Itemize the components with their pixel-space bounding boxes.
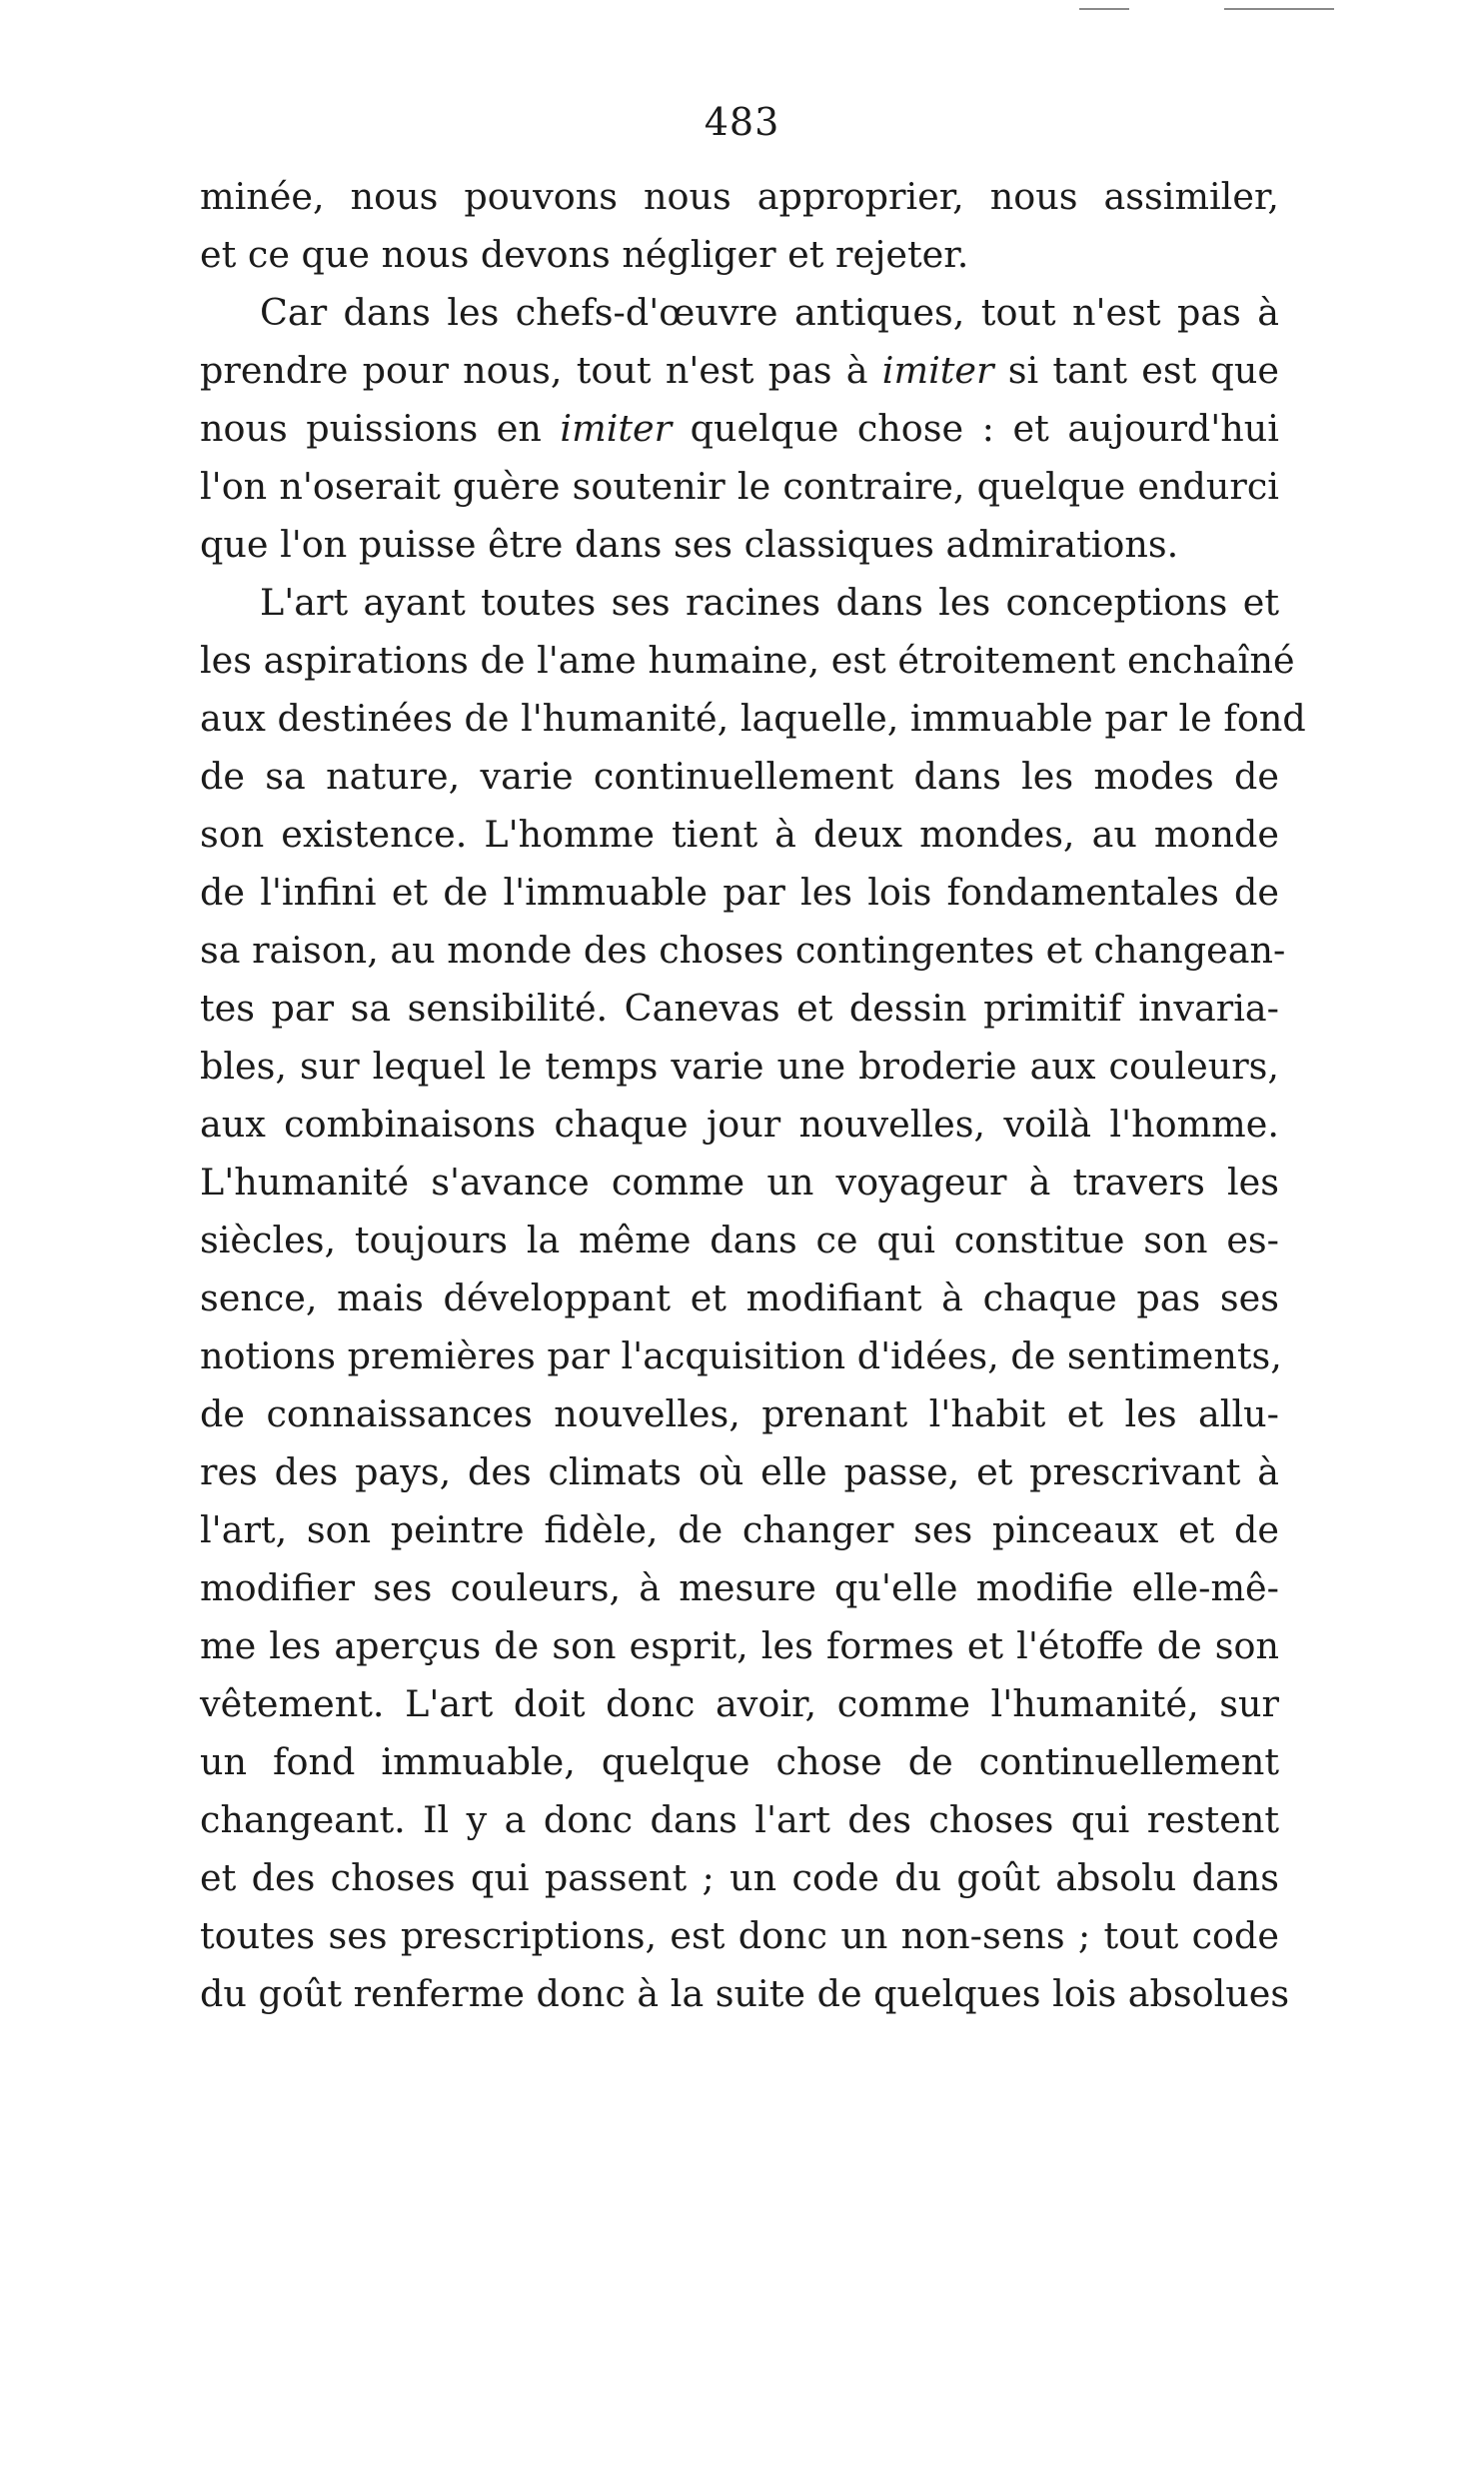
text-line [200,342,1279,400]
page-number: 483 [704,100,780,144]
text-run: de sa nature, varie continuellement dans les modes de [200,755,1279,798]
text-line [200,1269,1279,1327]
text-run: et des choses qui passent ; un code du goût absolu dans [200,1856,1279,1899]
text-line [200,1385,1279,1443]
text-run: vêtement. L'art doit donc avoir, comme l'humanité, sur [200,1682,1279,1725]
text-run: me les aperçus de son esprit, les formes et l'étoffe de son [200,1624,1279,1667]
text-line [200,748,1279,806]
text-run: minée, nous pouvons nous approprier, nous assimiler, [200,175,1279,218]
text-run: si tant est que [993,349,1280,392]
text-line [200,1733,1279,1791]
text-line [200,1212,1279,1269]
text-run: l'on n'oserait guère soutenir le contraire, quelque endurci [200,465,1279,508]
text-line [200,168,1279,226]
text-run: L'art ayant toutes ses racines dans les conceptions et [260,581,1279,624]
text-run: siècles, toujours la même dans ce qui constitue son es- [200,1219,1279,1261]
text-run: bles, sur lequel le temps varie une broderie aux couleurs, [200,1045,1279,1088]
top-rule-left [1079,8,1129,10]
text-line [200,1154,1279,1212]
text-run: notions premières par l'acquisition d'idées, de sentiments, [200,1334,1282,1377]
text-run: sence, mais développant et modifiant à chaque pas ses [200,1276,1279,1319]
text-line [200,980,1279,1038]
text-line [200,1327,1282,1385]
text-run: toutes ses prescriptions, est donc un non-sens ; tout code [200,1914,1279,1957]
text-run: modifier ses couleurs, à mesure qu'elle modifie elle-mê- [200,1566,1279,1609]
text-run: tes par sa sensibilité. Canevas et dessin primitif invaria- [200,987,1279,1030]
text-line [200,516,1279,574]
text-line [200,284,1279,342]
text-run: Car dans les chefs-d'œuvre antiques, tout n'est pas à [260,291,1279,334]
text-line [200,1501,1279,1559]
text-line [200,1965,1290,2023]
body-text [200,168,1306,2023]
text-line [200,1907,1279,1965]
text-run: L'humanité s'avance comme un voyageur à travers les [200,1161,1279,1204]
text-run: aux combinaisons chaque jour nouvelles, voilà l'homme. [200,1103,1279,1146]
text-line [200,458,1279,516]
text-run: de connaissances nouvelles, prenant l'habit et les allu- [200,1392,1279,1435]
text-run: nous puissions en [200,407,561,450]
text-line [200,1849,1279,1907]
text-line [200,1617,1279,1675]
text-run: sa raison, au monde des choses contingentes et changean- [200,929,1286,972]
text-line [200,632,1295,690]
text-run: du goût renferme donc à la suite de quelques lois absolues [200,1972,1290,2015]
text-run: res des pays, des climats où elle passe, et prescrivant à [200,1450,1279,1493]
text-line [200,1559,1279,1617]
text-line [200,806,1279,864]
text-run: changeant. Il y a donc dans l'art des choses qui restent [200,1798,1279,1841]
text-line [200,1675,1279,1733]
text-line [200,400,1279,458]
text-line [200,1791,1279,1849]
text-line [200,690,1306,748]
text-line [200,922,1286,980]
text-run: que l'on puisse être dans ses classiques admirations. [200,523,1179,566]
italic-word: imiter [881,349,994,392]
text-run: et ce que nous devons négliger et rejeter. [200,233,969,276]
text-line [200,1096,1279,1154]
text-line [200,574,1279,632]
text-line [200,226,1279,284]
text-run: son existence. L'homme tient à deux mondes, au monde [200,813,1279,856]
text-run: l'art, son peintre fidèle, de changer ses pinceaux et de [200,1508,1279,1551]
text-run: quelque chose : et aujourd'hui [672,407,1279,450]
text-line [200,1038,1279,1096]
text-run: de l'infini et de l'immuable par les lois fondamentales de [200,871,1279,914]
text-line [200,1443,1279,1501]
top-rule-right [1224,8,1334,10]
text-run: prendre pour nous, tout n'est pas à [200,349,882,392]
text-run: les aspirations de l'ame humaine, est étroitement enchaîné [200,639,1295,682]
text-run: aux destinées de l'humanité, laquelle, immuable par le fond [200,697,1306,740]
text-run: un fond immuable, quelque chose de continuellement [200,1740,1279,1783]
text-line [200,864,1279,922]
italic-word: imiter [560,407,673,450]
